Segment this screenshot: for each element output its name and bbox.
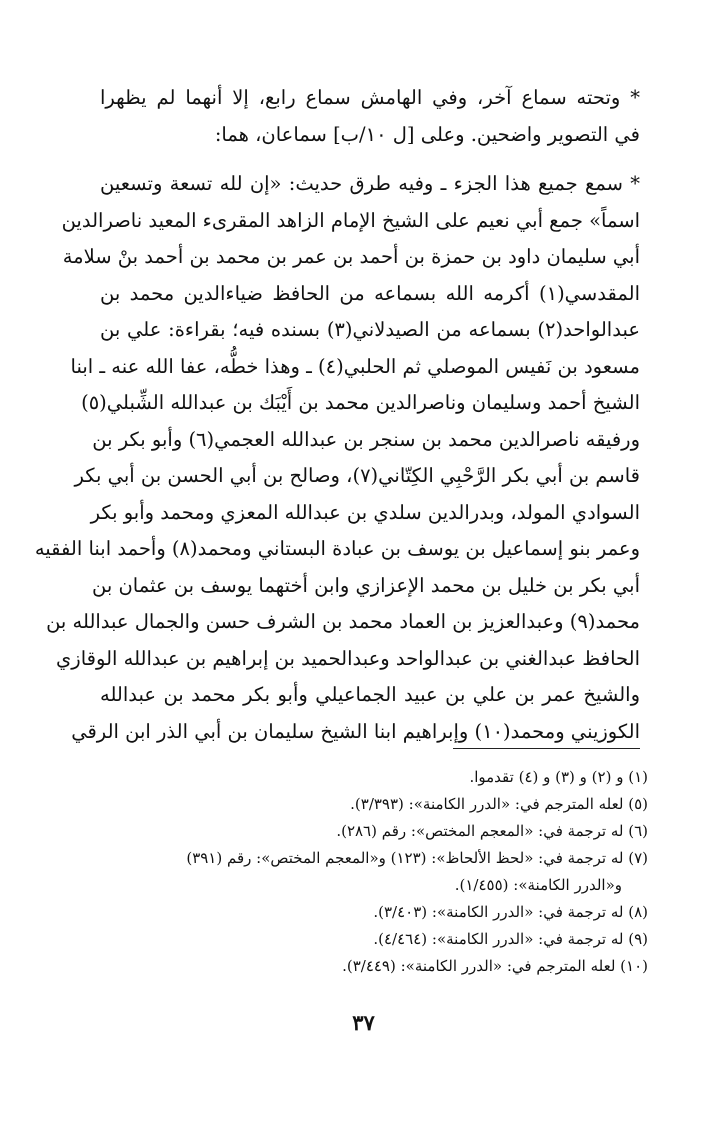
paragraph-1 — [100, 80, 640, 153]
paragraph-2 — [34, 166, 640, 750]
footnote: (١) و (٢) و (٣) و (٤) تقدموا. — [469, 768, 648, 786]
text-line: والشيخ عمر بن علي بن عبيد الجماعيلي وأبو بكر محمد بن عبدالله — [100, 683, 640, 706]
footnote: (٦) له ترجمة في: «المعجم المختص»: رقم (٢٨٦). — [336, 822, 648, 840]
text-line: الحافظ عبدالغني بن عبدالواحد وعبدالحميد بن إبراهيم بن عبدالله الوقازي — [56, 646, 640, 670]
text-line: محمد(٩) وعبدالعزيز بن العماد محمد بن الشرف حسن والجمال عبدالله بن — [46, 610, 640, 633]
footnotes — [100, 764, 648, 980]
text-line: السوادي المولد، وبدرالدين سلدي بن عبدالله المعزي ومحمد وأبو بكر — [90, 500, 640, 524]
text-line: * سمع جميع هذا الجزء ـ وفيه طرق حديث: «إن لله تسعة وتسعين — [100, 172, 640, 195]
page-number: ٣٧ — [352, 1010, 375, 1035]
text-line: أبي بكر بن خليل بن محمد الإعزازي وابن أختهما يوسف بن عثمان بن — [92, 573, 640, 597]
text-line: اسماً» جمع أبي نعيم على الشيخ الإمام الزاهد المقرىء المعيد ناصرالدين — [61, 208, 640, 232]
text-line: في التصوير واضحين. وعلى [ل ١٠/ب] سماعان، هما: — [214, 122, 640, 146]
text-line: قاسم بن أبي بكر الرَّحْبِي الكِتّاني(٧)، وصالح بن أبي الحسن بن أبي بكر — [74, 464, 640, 487]
text-line: وعمر بنو إسماعيل بن يوسف بن عبادة البستاني ومحمد(٨) وأحمد ابنا الفقيه — [34, 537, 640, 560]
footnote: (٨) له ترجمة في: «الدرر الكامنة»: (٣/٤٠٣). — [373, 903, 648, 921]
footnote: (٩) له ترجمة في: «الدرر الكامنة»: (٤/٤٦٤). — [373, 930, 648, 948]
text-line: المقدسي(١) أكرمه الله بسماعه من الحافظ ضياءالدين محمد بن — [100, 281, 640, 305]
footnote: (١٠) لعله المترجم في: «الدرر الكامنة»: (٣/٤٤٩). — [342, 957, 648, 975]
footnote-separator — [453, 748, 640, 749]
text-line: الشيخ أحمد وسليمان وناصرالدين محمد بن أَيْبَك بن عبدالله الشِّبلي(٥) — [81, 391, 640, 414]
footnote-continuation: و«الدرر الكامنة»: (١/٤٥٥). — [454, 876, 622, 894]
text-line: * وتحته سماع آخر، وفي الهامش سماع رابع، إلا أنهما لم يظهرا — [100, 86, 640, 109]
text-line: عبدالواحد(٢) بسماعه من الصيدلاني(٣) بسنده فيه؛ بقراءة: علي بن — [100, 318, 640, 341]
main-text — [34, 80, 640, 750]
text-line: ورفيقه ناصرالدين محمد بن سنجر بن عبدالله العجمي(٦) وأبو بكر بن — [92, 427, 640, 451]
footnote: (٥) لعله المترجم في: «الدرر الكامنة»: (٣/٣٩٣). — [350, 795, 648, 813]
footnote: (٧) له ترجمة في: «لحظ الألحاظ»: (١٢٣) و«المعجم المختص»: رقم (٣٩١) — [186, 849, 648, 867]
text-line: الكوزيني ومحمد(١٠) وإبراهيم ابنا الشيخ سليمان بن أبي الذر ابن الرقي — [71, 719, 640, 743]
text-line: أبي سليمان داود بن حمزة بن أحمد بن عمر بن محمد بن أحمد بنْ سلامة — [62, 245, 640, 268]
text-line: مسعود بن نَفيس الموصلي ثم الحلبي(٤) ـ وهذا خطُّه، عفا الله عنه ـ ابنا — [70, 354, 640, 378]
